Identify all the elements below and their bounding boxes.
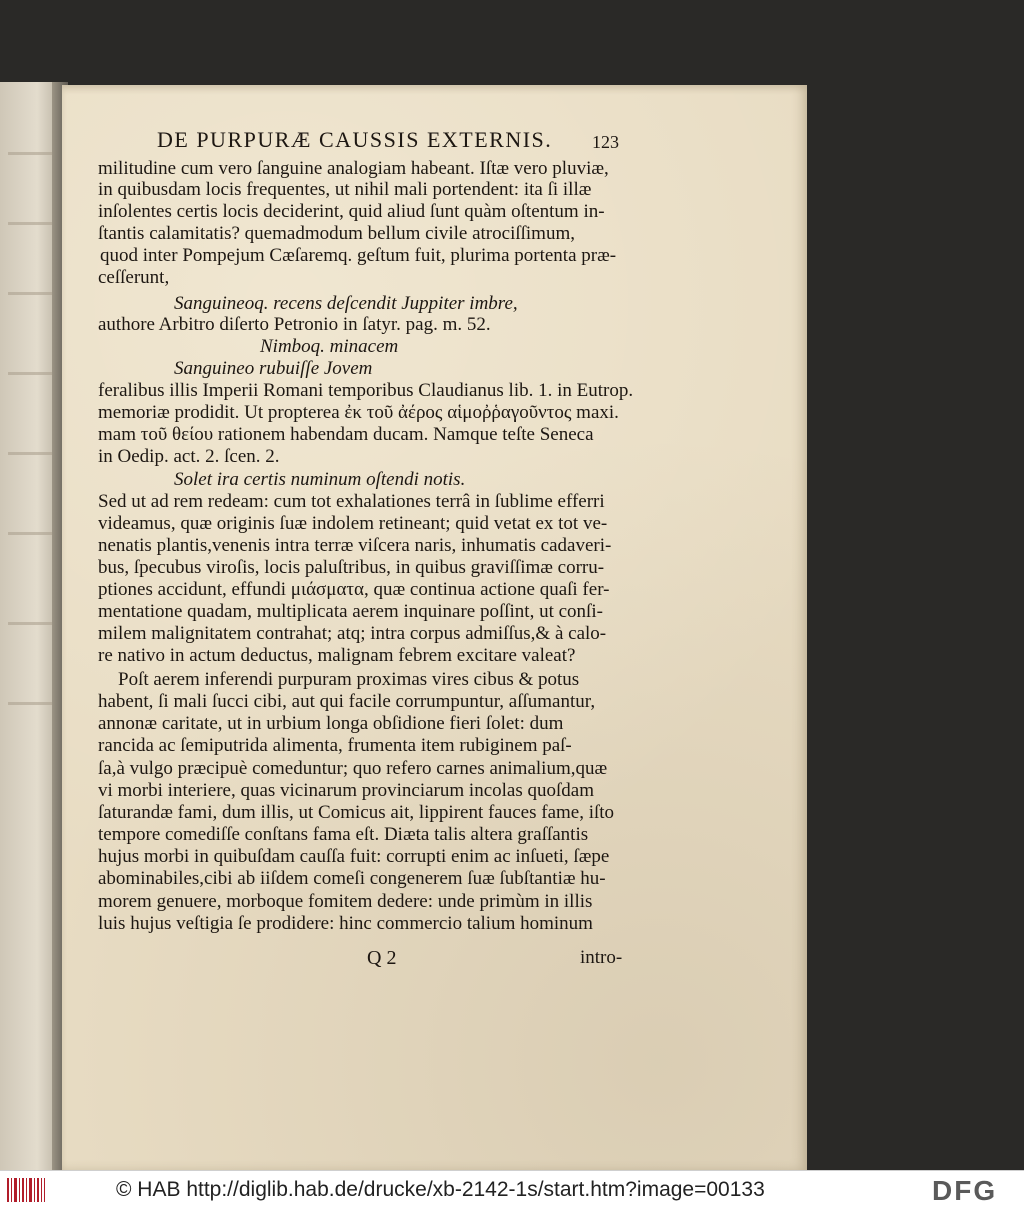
text-line: ceſſerunt, — [98, 267, 170, 288]
text-line: videamus, quæ originis ſuæ indolem retineant; quid vetat ex tot ve- — [98, 513, 608, 534]
text-line: hujus morbi in quibuſdam cauſſa fuit: corrupti enim ac inſueti, ſæpe — [98, 846, 610, 867]
text-line: habent, ſi mali ſucci cibi, aut qui facile corrumpuntur, aſſumantur, — [98, 691, 596, 712]
text-line: ptiones accidunt, effundi μιάσματα, quæ continua actione quaſi fer- — [98, 579, 610, 600]
page-number: 123 — [592, 132, 619, 152]
text-line: nenatis plantis,venenis intra terræ viſcera naris, inhumatis cadaveri- — [98, 535, 612, 556]
copyright-link[interactable]: © HAB http://diglib.hab.de/drucke/xb-2142-1s/start.htm?image=00133 — [116, 1178, 765, 1201]
text-line: Solet ira certis numinum oſtendi notis. — [174, 469, 466, 490]
text-line: feralibus illis Imperii Romani temporibus Claudianus lib. 1. in Eutrop. — [98, 380, 634, 401]
running-head: DE PURPURÆ CAUSSIS EXTERNIS. — [157, 127, 553, 152]
text-line: bus, ſpecubus viroſis, locis paluſtribus, in quibus graviſſimæ corru- — [98, 557, 605, 578]
catchword: intro- — [580, 947, 623, 968]
text-line: morem genuere, morboque fomitem dedere: unde primùm in illis — [98, 891, 593, 912]
text-line: inſolentes certis locis deciderint, quid aliud ſunt quàm oſtentum in- — [98, 201, 605, 222]
text-line: Poſt aerem inferendi purpuram proximas vires cibus & potus — [118, 669, 580, 690]
text-line: Nimboq. minacem — [260, 336, 399, 357]
footer-bar — [0, 1170, 1024, 1209]
text-line: tempore comediſſe conſtans fama eſt. Diæta talis altera graſſantis — [98, 824, 589, 845]
text-line: ſtantis calamitatis? quemadmodum bellum civile atrociſſimum, — [98, 223, 575, 244]
book-page — [62, 85, 807, 1170]
text-line: Sanguineoq. recens deſcendit Juppiter imbre, — [174, 293, 518, 314]
text-line: rancida ac ſemiputrida alimenta, frumenta item rubiginem paſ- — [98, 735, 572, 756]
text-line: Sed ut ad rem redeam: cum tot exhalationes terrâ in ſublime efferri — [98, 491, 605, 512]
text-line: ſa,à vulgo præcipuè comeduntur; quo refero carnes animalium,quæ — [98, 758, 608, 779]
text-line: abominabiles,cibi ab iiſdem comeſi congenerem ſuæ ſubſtantiæ hu- — [98, 868, 606, 889]
text-line: in quibusdam locis frequentes, ut nihil mali portendent: ita ſi illæ — [98, 179, 592, 200]
text-line: re nativo in actum deductus, malignam febrem excitare valeat? — [98, 645, 576, 666]
text-line: ſaturandæ fami, dum illis, ut Comicus ait, lippirent fauces fame, iſto — [98, 802, 615, 823]
text-line: memoriæ prodidit. Ut propterea ἐκ τοῦ ἀέρος αἱμοῤῥαγοῦντος maxi. — [98, 402, 619, 423]
svg-text:DFG: DFG — [932, 1176, 998, 1204]
text-line: militudine cum vero ſanguine analogiam habeant. Iſtæ vero pluviæ, — [98, 158, 609, 179]
dfg-logo — [932, 1176, 1018, 1204]
text-line: vi morbi interiere, quas vicinarum provinciarum incolas quoſdam — [98, 780, 594, 801]
text-line: Sanguineo rubuiſſe Jovem — [174, 358, 373, 379]
text-line: quod inter Pompejum Cæſaremq. geſtum fuit, plurima portenta præ- — [100, 245, 617, 266]
text-line: luis hujus veſtigia ſe prodidere: hinc commercio talium hominum — [98, 913, 593, 934]
text-line: annonæ caritate, ut in urbium longa obſidione fieri ſolet: dum — [98, 713, 564, 734]
text-line: authore Arbitro diſerto Petronio in ſatyr. pag. m. 52. — [98, 314, 491, 335]
text-line: in Oedip. act. 2. ſcen. 2. — [98, 446, 280, 467]
signature-mark: Q 2 — [367, 947, 397, 969]
barcode-icon — [6, 1177, 46, 1203]
text-line: mam τοῦ θείου rationem habendam ducam. Namque teſte Seneca — [98, 424, 594, 445]
text-line: milem malignitatem contrahat; atq; intra corpus admiſſus,& à calo- — [98, 623, 607, 644]
text-line: mentatione quadam, multiplicata aerem inquinare poſſint, ut conſi- — [98, 601, 603, 622]
